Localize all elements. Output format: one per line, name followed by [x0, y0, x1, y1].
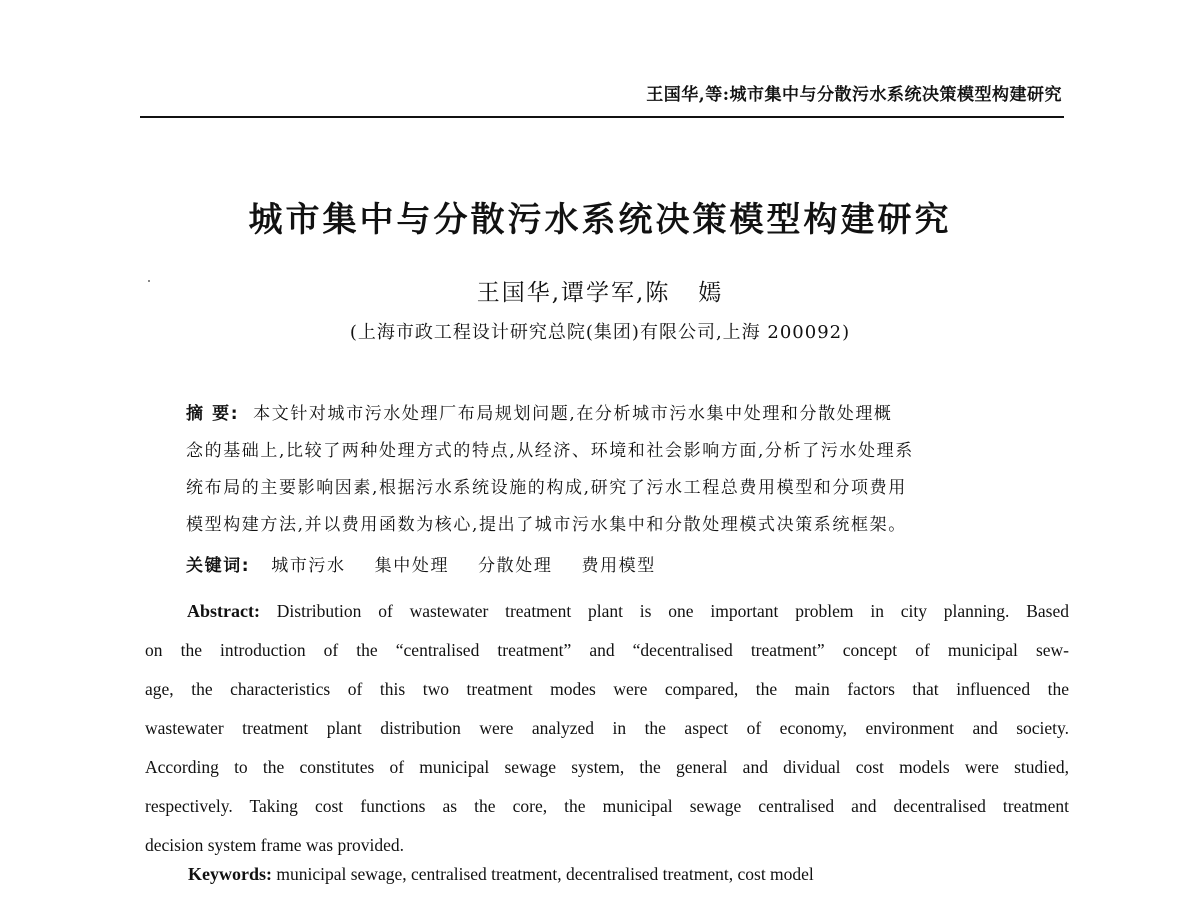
abstract-cn-label: 摘 要:	[186, 404, 240, 424]
keyword-cn: 费用模型	[581, 556, 656, 576]
abstract-cn-line: 统布局的主要影响因素,根据污水系统设施的构成,研究了污水工程总费用模型和分项费用	[186, 478, 907, 498]
abstract-cn-line: 模型构建方法,并以费用函数为核心,提出了城市污水集中和分散处理模式决策系统框架。	[186, 515, 907, 535]
abstract-en-line: respectively. Taking cost functions as the core, the municipal sewage centralised and decentralised treatment	[145, 796, 1069, 816]
keywords-en	[188, 864, 814, 885]
keywords-cn	[186, 551, 678, 576]
authors: 王国华,谭学军,陈 嫣	[476, 280, 724, 306]
keywords-cn-label: 关键词:	[186, 556, 251, 576]
abstract-cn-text: 本文针对城市污水处理厂布局规划问题,在分析城市污水集中处理和分散处理概	[253, 404, 893, 424]
running-header: 王国华,等:城市集中与分散污水系统决策模型构建研究	[646, 85, 1062, 105]
abstract-en-line: wastewater treatment plant distribution were analyzed in the aspect of economy, environment and society.	[145, 718, 1069, 738]
keyword-cn: 城市污水	[271, 556, 346, 576]
abstract-cn	[186, 396, 1032, 544]
abstract-cn-line	[186, 396, 1032, 433]
keyword-cn: 分散处理	[478, 556, 553, 576]
abstract-en-line: decision system frame was provided.	[145, 835, 405, 855]
abstract-en-line	[145, 592, 1069, 631]
keywords-en-label: Keywords:	[188, 864, 272, 884]
abstract-en-line: on the introduction of the “centralised treatment” and “decentralised treatment” concept of municipal sew-	[145, 640, 1069, 660]
keywords-en-text: municipal sewage, centralised treatment, decentralised treatment, cost model	[276, 864, 814, 884]
affiliation: (上海市政工程设计研究总院(集团)有限公司,上海 200092)	[349, 322, 851, 343]
abstract-en-label: Abstract:	[187, 601, 260, 621]
header-rule	[140, 116, 1064, 118]
abstract-cn-line: 念的基础上,比较了两种处理方式的特点,从经济、环境和社会影响方面,分析了污水处理系	[186, 441, 914, 461]
keyword-cn: 集中处理	[374, 556, 450, 576]
abstract-en-line: According to the constitutes of municipal sewage system, the general and dividual cost models were studied,	[145, 757, 1069, 777]
abstract-en-text: Distribution of wastewater treatment plant is one important problem in city planning. Based	[276, 601, 1069, 621]
abstract-en	[145, 592, 1069, 865]
paper-title: 城市集中与分散污水系统决策模型构建研究	[248, 200, 952, 240]
abstract-en-line: age, the characteristics of this two treatment modes were compared, the main factors that influenced the	[145, 679, 1069, 699]
